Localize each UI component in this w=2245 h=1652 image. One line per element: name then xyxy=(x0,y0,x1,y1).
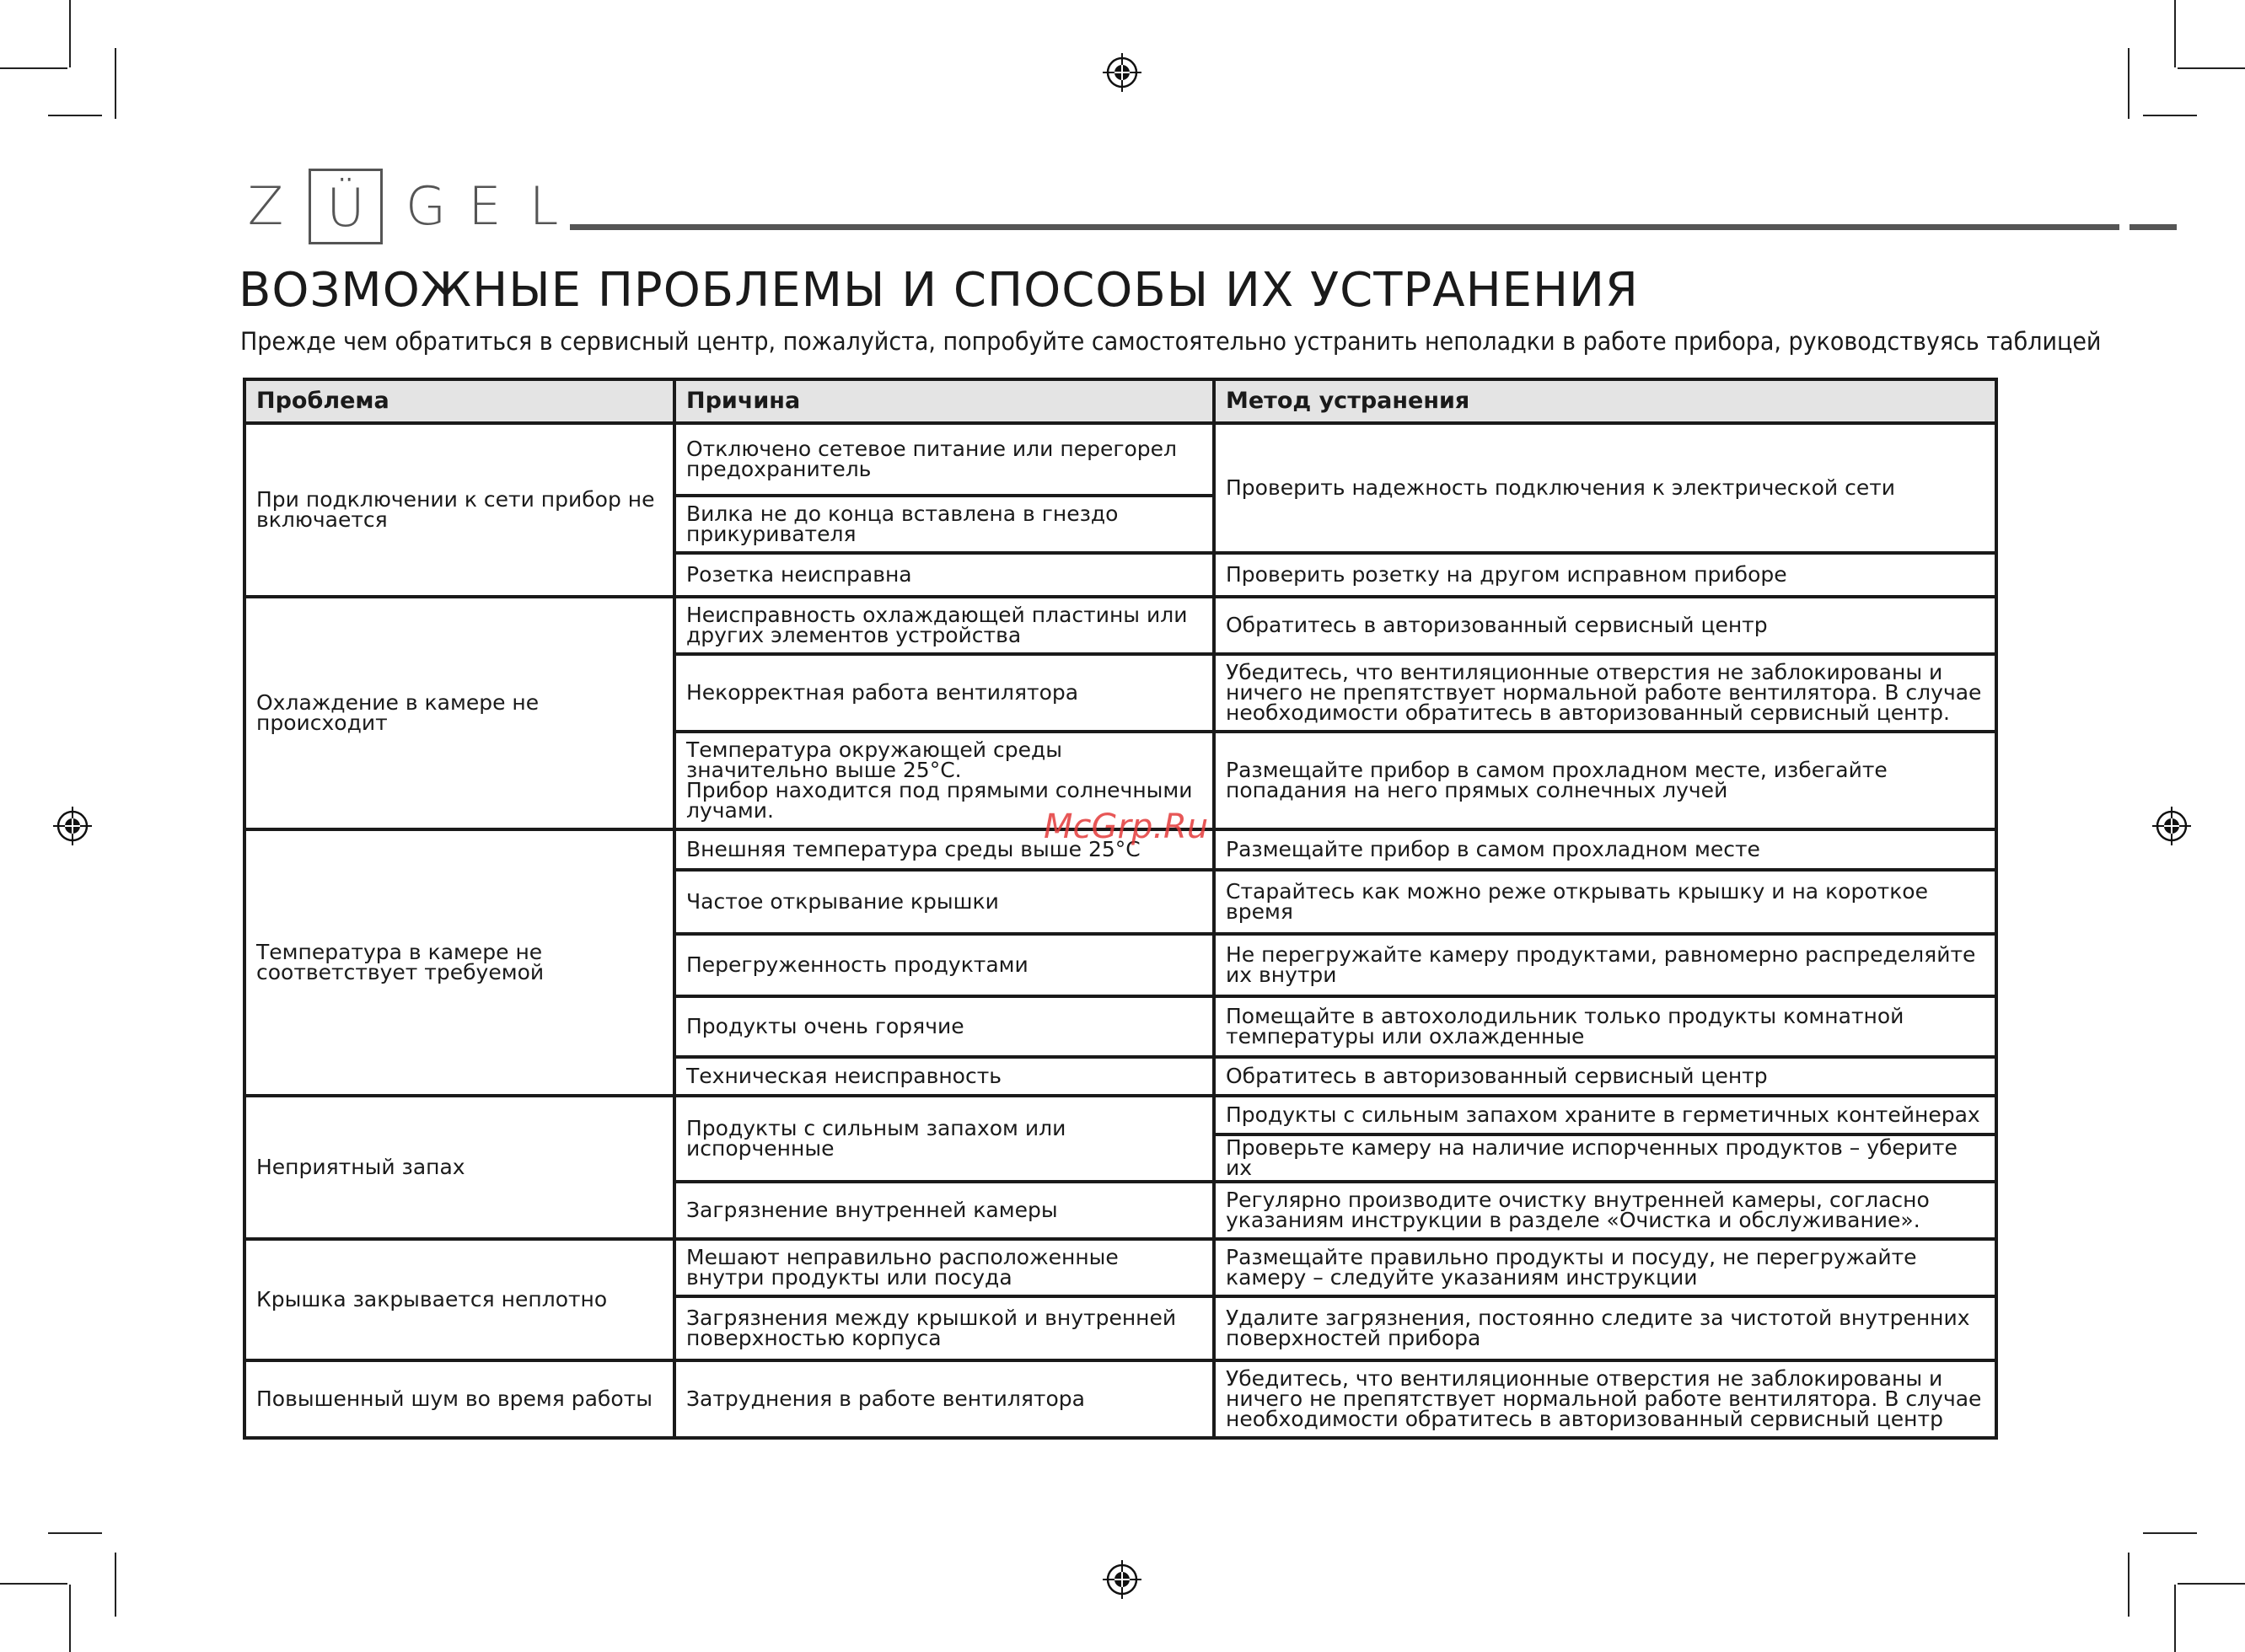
registration-mark-bottom xyxy=(1103,1560,1141,1599)
cause-cell: Отключено сетевое питание или перегорел предохранитель xyxy=(674,423,1214,496)
cause-cell: Некорректная работа вентилятора xyxy=(674,654,1214,732)
problem-cell: При подключении к сети прибор не включается xyxy=(244,423,674,597)
remedy-cell: Размещайте правильно продукты и посуду, не перегружайте камеру – следуйте указаниям инструкции xyxy=(1214,1239,1996,1296)
cause-cell: Продукты с сильным запахом или испорченные xyxy=(674,1096,1214,1182)
cause-cell: Частое открывание крышки xyxy=(674,870,1214,934)
remedy-cell: Регулярно производите очистку внутренней камеры, согласно указаниям инструкции в разделе «Очистка и обслуживание». xyxy=(1214,1182,1996,1239)
cause-cell: Продукты очень горячие xyxy=(674,996,1214,1057)
problem-cell: Крышка закрывается неплотно xyxy=(244,1239,674,1360)
remedy-cell: Старайтесь как можно реже открывать крышку и на короткое время xyxy=(1214,870,1996,934)
problem-cell: Повышенный шум во время работы xyxy=(244,1360,674,1438)
logo-letter-boxed: Ü xyxy=(309,169,383,244)
cause-cell: Техническая неисправность xyxy=(674,1057,1214,1096)
remedy-cell: Обратитесь в авторизованный сервисный центр xyxy=(1214,1057,1996,1096)
logo-letter: G xyxy=(405,175,447,237)
table-row xyxy=(244,1360,1996,1438)
cause-cell: Розетка неисправна xyxy=(674,553,1214,597)
table-row xyxy=(244,597,1996,654)
table-row xyxy=(244,423,1996,496)
header-problem: Проблема xyxy=(244,379,674,423)
header-remedy: Метод устранения xyxy=(1214,379,1996,423)
remedy-cell: Продукты с сильным запахом храните в герметичных контейнерах xyxy=(1214,1096,1996,1134)
cause-cell: Неисправность охлаждающей пластины или других элементов устройства xyxy=(674,597,1214,654)
remedy-cell: Обратитесь в авторизованный сервисный центр xyxy=(1214,597,1996,654)
troubleshooting-table xyxy=(243,378,1998,1440)
table-header-row xyxy=(244,379,1996,423)
remedy-cell: Убедитесь, что вентиляционные отверстия не заблокированы и ничего не препятствует нормальной работе вентилятора. В случае необходимости обратитесь в авторизованный сервисный центр xyxy=(1214,1360,1996,1438)
problem-cell: Неприятный запах xyxy=(244,1096,674,1239)
cause-cell: Перегруженность продуктами xyxy=(674,934,1214,996)
remedy-cell: Убедитесь, что вентиляционные отверстия не заблокированы и ничего не препятствует нормальной работе вентилятора. В случае необходимости обратитесь в авторизованный сервисный центр. xyxy=(1214,654,1996,732)
remedy-cell: Размещайте прибор в самом прохладном месте xyxy=(1214,829,1996,870)
table-row xyxy=(244,1239,1996,1296)
registration-mark-top xyxy=(1103,53,1141,92)
intro-text: Прежде чем обратиться в сервисный центр, пожалуйста, попробуйте самостоятельно устранить неполадки в работе прибора, руководствуясь таблицей xyxy=(240,327,2102,356)
cause-cell: Загрязнения между крышкой и внутренней поверхностью корпуса xyxy=(674,1296,1214,1360)
logo-letter: E xyxy=(468,175,502,237)
cause-cell: Температура окружающей среды значительно выше 25°C. Прибор находится под прямыми солнечными лучами. xyxy=(674,732,1214,829)
remedy-cell: Проверьте камеру на наличие испорченных продуктов – уберите их xyxy=(1214,1134,1996,1182)
remedy-cell: Не перегружайте камеру продуктами, равномерно распределяйте их внутри xyxy=(1214,934,1996,996)
logo-letter: L xyxy=(529,175,559,237)
brand-logo xyxy=(236,169,573,244)
registration-mark-left xyxy=(53,807,92,845)
header-cause: Причина xyxy=(674,379,1214,423)
cause-cell: Внешняя температура среды выше 25°C xyxy=(674,829,1214,870)
table-row xyxy=(244,1096,1996,1134)
cause-cell: Мешают неправильно расположенные внутри продукты или посуда xyxy=(674,1239,1214,1296)
remedy-cell: Проверить розетку на другом исправном приборе xyxy=(1214,553,1996,597)
problem-cell: Охлаждение в камере не происходит xyxy=(244,597,674,829)
logo-letter: Z xyxy=(247,175,284,237)
cause-cell: Затруднения в работе вентилятора xyxy=(674,1360,1214,1438)
remedy-cell: Удалите загрязнения, постоянно следите за чистотой внутренних поверхностей прибора xyxy=(1214,1296,1996,1360)
remedy-cell: Помещайте в автохолодильник только продукты комнатной температуры или охлажденные xyxy=(1214,996,1996,1057)
remedy-cell: Проверить надежность подключения к электрической сети xyxy=(1214,423,1996,553)
watermark-text: McGrp.Ru xyxy=(1044,807,1209,846)
remedy-cell: Размещайте прибор в самом прохладном месте, избегайте попадания на него прямых солнечных лучей xyxy=(1214,732,1996,829)
header-rule-end xyxy=(2130,224,2177,230)
header-rule xyxy=(570,224,2119,230)
cause-cell: Загрязнение внутренней камеры xyxy=(674,1182,1214,1239)
cause-cell: Вилка не до конца вставлена в гнездо прикуривателя xyxy=(674,496,1214,553)
page-title: ВОЗМОЖНЫЕ ПРОБЛЕМЫ И СПОСОБЫ ИХ УСТРАНЕНИЯ xyxy=(239,263,1639,318)
problem-cell: Температура в камере не соответствует требуемой xyxy=(244,829,674,1096)
registration-mark-right xyxy=(2152,807,2191,845)
